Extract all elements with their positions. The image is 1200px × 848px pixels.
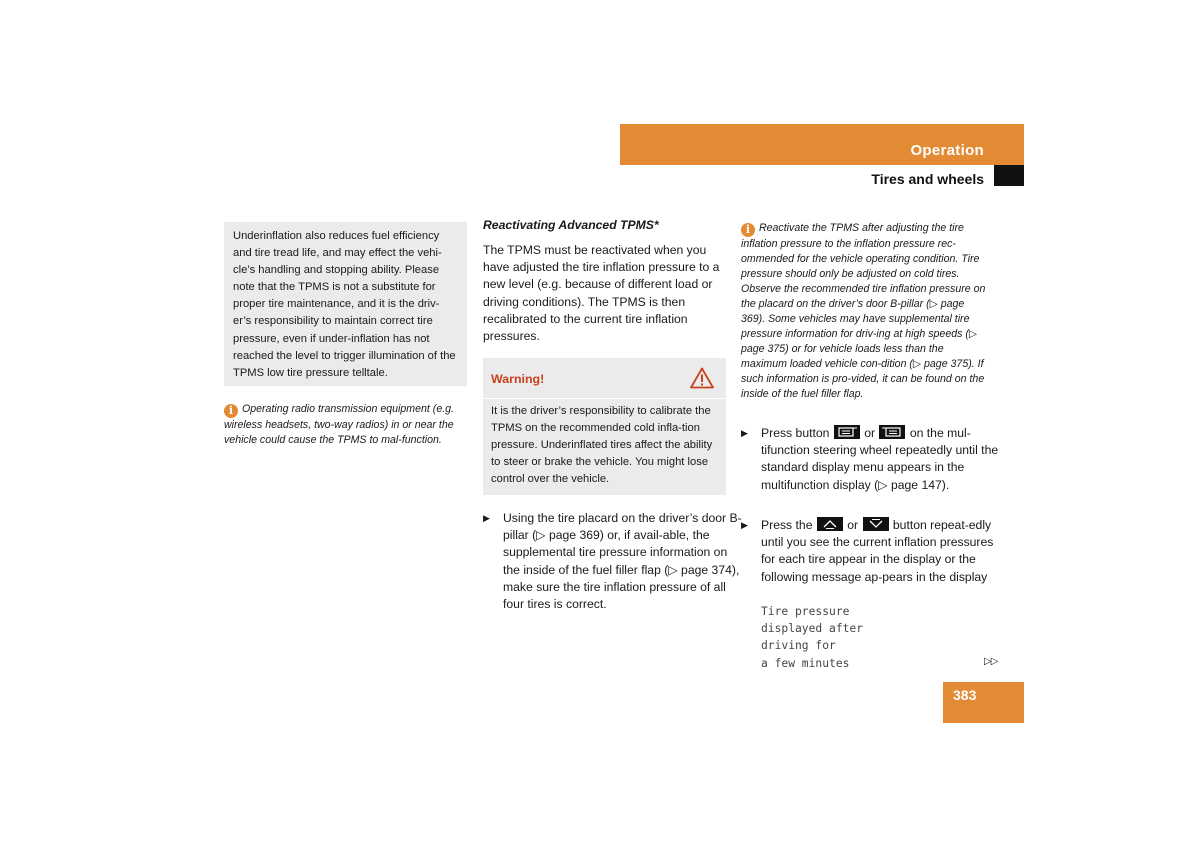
tire-placard-text: Using the tire placard on the driver’s door B-pillar (▷ page 369) or, if avail-able, the supplemental tire pressure information on the inside of the fuel filler flap (▷ page 374), make sure the tire inflation pressure of all four tires is correct. bbox=[503, 511, 742, 612]
bullet1-or: or bbox=[864, 426, 876, 440]
header-marker-block bbox=[994, 165, 1024, 186]
subsection-header bbox=[620, 165, 1024, 189]
display-message-line: driving for bbox=[761, 639, 836, 653]
reactivate-info-note bbox=[741, 221, 986, 402]
radio-interference-note bbox=[224, 402, 466, 448]
underinflation-note-box bbox=[224, 222, 467, 386]
bullet-triangle-icon: ▶ bbox=[483, 513, 490, 523]
display-message-line: a few minutes bbox=[761, 656, 850, 670]
section-header-bar bbox=[620, 124, 1024, 165]
underinflation-note-text: Underinflation also reduces fuel efficiency and tire tread life, and may effect the vehi-cle’s handling and stopping ability. Please note that the TPMS is not a substitute for proper tire maintenance, and it is the driv-er’s responsibility to maintain correct tire pressure, even if under-inflation has not reached the level to trigger illumination of the TPMS low tire pressure telltale. bbox=[233, 230, 456, 379]
up-button-icon bbox=[817, 517, 843, 531]
press-arrow-button-bullet bbox=[741, 517, 1006, 586]
continued-mark: ▷▷ bbox=[984, 656, 998, 667]
warning-header bbox=[483, 358, 726, 399]
info-icon: i bbox=[741, 223, 755, 237]
display-message bbox=[761, 603, 863, 672]
page-number-tab bbox=[943, 682, 1024, 723]
display-message-line: displayed after bbox=[761, 622, 864, 636]
bullet1-after: on the mul-tifunction steering wheel repeatedly until the standard display menu appears in the multifunction display (▷ page 147). bbox=[761, 426, 999, 492]
down-button-icon bbox=[863, 517, 889, 531]
display-message-line: Tire pressure bbox=[761, 605, 850, 618]
warning-box bbox=[483, 358, 726, 495]
subsection-title: Tires and wheels bbox=[871, 171, 984, 187]
bullet2-after: button repeat-edly until you see the current inflation pressures for each tire appear in the display or the following message ap-pears in the display bbox=[761, 518, 994, 584]
warning-triangle-icon bbox=[690, 367, 714, 389]
reactivating-heading: Reactivating Advanced TPMS* bbox=[483, 218, 659, 232]
section-title: Operation bbox=[910, 142, 984, 159]
bullet1-before: Press button bbox=[761, 426, 830, 440]
reactivate-note-text: Reactivate the TPMS after adjusting the tire inflation pressure to the inflation pressure rec-ommended for the vehicle operating condition. Tire pressure should only be adjusted on cold tires. Observe the recommended tire inflation pressure on the placard on the driver’s door B-pillar (▷ page 369). Some vehicles may have supplemental tire pressure information for driv-ing at high speeds (▷ page 375) or for vehicle loads less than the maximum loaded vehicle con-dition (▷ page 375). If such information is pro-vided, it can be found on the inside of the fuel filler flap. bbox=[741, 222, 986, 400]
tire-placard-bullet bbox=[483, 510, 746, 613]
info-icon: i bbox=[224, 404, 238, 418]
page-number: 383 bbox=[953, 687, 977, 703]
warning-title: Warning! bbox=[491, 372, 545, 386]
next-display-button-icon bbox=[834, 425, 860, 439]
reactivating-paragraph: The TPMS must be reactivated when you have adjusted the tire inflation pressure to a new level (e.g. because of different load or driving conditions). The TPMS is then recalibrated to the current tire inflation pressures. bbox=[483, 243, 720, 344]
bullet2-or: or bbox=[847, 518, 859, 532]
bullet2-before: Press the bbox=[761, 518, 813, 532]
warning-body: It is the driver’s responsibility to calibrate the TPMS on the recommended cold infla-tion pressure. Underinflated tires affect the ability to steer or brake the vehicle. You might lose control over the vehicle. bbox=[491, 405, 713, 486]
press-display-button-bullet bbox=[741, 425, 1006, 494]
bullet-triangle-icon: ▶ bbox=[741, 428, 748, 438]
radio-note-text: Operating radio transmission equipment (e.g. wireless headsets, two-way radios) in or near the vehicle could cause the TPMS to mal-function. bbox=[224, 403, 454, 447]
previous-display-button-icon bbox=[879, 425, 905, 439]
bullet-triangle-icon: ▶ bbox=[741, 520, 748, 530]
